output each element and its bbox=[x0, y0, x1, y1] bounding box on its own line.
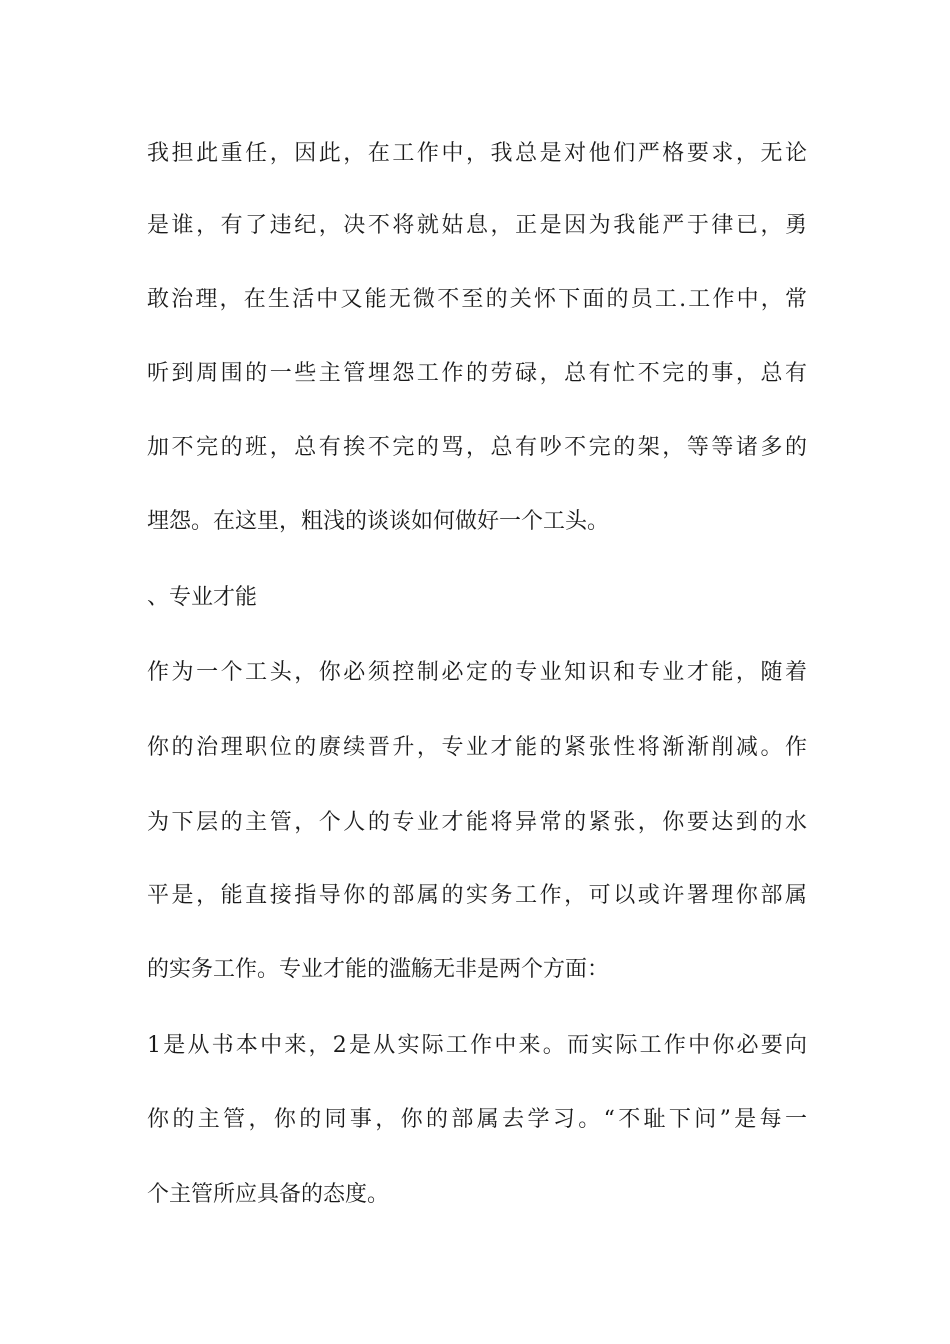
text-line: 1是从书本中来，2是从实际工作中来。而实际工作中你必要向 bbox=[147, 1033, 807, 1058]
text-line: 的实务工作。专业才能的滥觞无非是两个方面： bbox=[147, 957, 610, 982]
text-line: 我担此重任，因此，在工作中，我总是对他们严格要求，无论 bbox=[147, 141, 807, 166]
text-line: 是谁，有了违纪，决不将就姑息，正是因为我能严于律已，勇 bbox=[147, 213, 807, 238]
section-heading: 、专业才能 bbox=[147, 585, 258, 610]
text-line: 你的主管，你的同事，你的部属去学习。“不耻下问”是每一 bbox=[147, 1107, 807, 1132]
text-line: 平是，能直接指导你的部属的实务工作，可以或许署理你部属 bbox=[147, 883, 807, 908]
text-line: 作为一个工头，你必须控制必定的专业知识和专业才能，随着 bbox=[147, 660, 807, 685]
text-line: 个主管所应具备的态度。 bbox=[147, 1182, 390, 1207]
text-line: 为下层的主管，个人的专业才能将异常的紧张，你要达到的水 bbox=[147, 810, 807, 835]
text-line: 敢治理，在生活中又能无微不至的关怀下面的员工.工作中，常 bbox=[147, 287, 807, 312]
text-line: 你的治理职位的赓续晋升，专业才能的紧张性将渐渐削减。作 bbox=[147, 735, 807, 760]
text-line: 加不完的班，总有挨不完的骂，总有吵不完的架，等等诸多的 bbox=[147, 435, 807, 460]
text-line: 埋怨。在这里，粗浅的谈谈如何做好一个工头。 bbox=[147, 509, 610, 534]
text-line: 听到周围的一些主管埋怨工作的劳碌，总有忙不完的事，总有 bbox=[147, 361, 807, 386]
